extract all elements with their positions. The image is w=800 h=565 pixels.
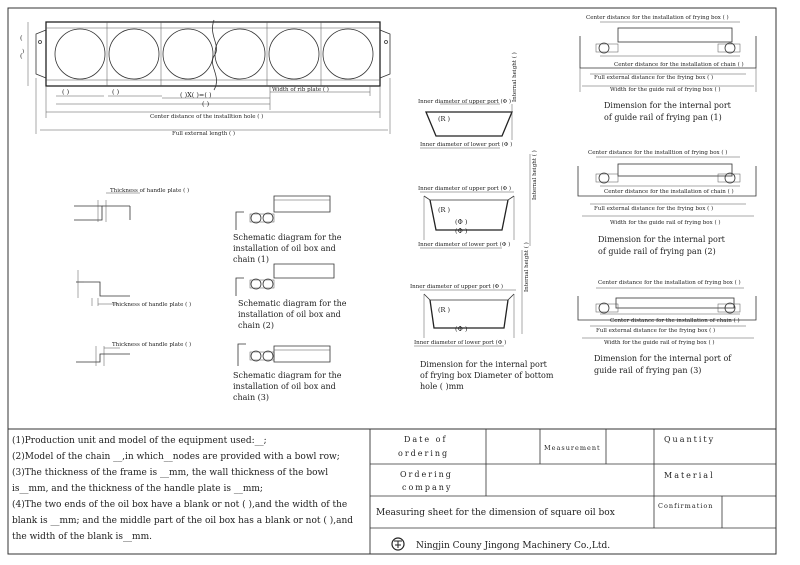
company-label-line-1: Ordering [400, 470, 453, 479]
dim-rib-width: Width of rib plate ( ) [272, 87, 329, 93]
rail3-caption-line-2: guide rail of frying pan (3) [594, 366, 702, 375]
frying-box-caption-line-3: hole ( )mm [420, 382, 464, 391]
schematic-2 [236, 264, 347, 330]
height-1: Internal height ( ) [512, 52, 518, 102]
svg-text:(: ( [20, 34, 23, 42]
guide-rail-1 [580, 14, 756, 122]
radius-3: (R ) [438, 306, 451, 314]
dim-center-hole: Center distance of the installtion hole ( ) [150, 114, 264, 120]
frying-box-profile-2 [418, 150, 538, 248]
svg-text:(: ( [20, 52, 23, 60]
handle-plate-label-2: Thickness of handle plate ( ) [112, 302, 192, 308]
phi-2: (Φ ) [455, 218, 468, 226]
rail2-center-chain: Center distance for the installation of chain ( ) [604, 189, 734, 195]
dim-small: ( ) [202, 100, 210, 108]
oil-box-top-drawing [20, 20, 390, 137]
note-line-2: (2)Model of the chain __,in which__nodes are provided with a bowl row; [12, 452, 340, 462]
guide-rail-2 [578, 149, 756, 256]
rail2-caption-line-2: of guide rail of frying pan (2) [598, 247, 716, 256]
company-logo-icon [392, 538, 404, 550]
rail3-center-chain: Center distance for the installation of chain ( ) [610, 318, 740, 324]
phi-2b: (Φ ) [455, 227, 468, 235]
lower-port-1: Inner diameter of lower port (Φ ) [420, 142, 513, 148]
note-line-4: is__mm, and the thickness of the handle plate is __mm; [12, 484, 263, 494]
bowl [109, 29, 159, 79]
schematic-caption-1-line-2: installation of oil box and [233, 244, 336, 253]
note-line-5: (4)The two ends of the oil box have a blank or not ( ),and the width of the [12, 500, 348, 510]
upper-port-2: Inner diameter of upper port (Φ ) [418, 186, 512, 192]
schematic-caption-3-line-3: chain (3) [233, 393, 269, 402]
schematic-caption-2-line-3: chain (2) [238, 321, 274, 330]
schematic-caption-3-line-1: Schematic diagram for the [233, 371, 342, 380]
bowl [55, 29, 105, 79]
schematic-3 [233, 344, 342, 402]
rail1-caption-line-1: Dimension for the internal port [604, 101, 731, 110]
rail2-full-external: Full external distance for the frying box ( ) [594, 206, 714, 212]
schematic-1 [233, 196, 342, 264]
notes-block [12, 435, 353, 542]
handle-plate-label-1: Thickness of handle plate ( ) [110, 188, 190, 194]
manufacturer-name: Ningjin Couny Jingong Machinery Co.,Ltd. [416, 541, 611, 551]
bowl [215, 29, 265, 79]
height-3: Internal height ( ) [524, 242, 530, 292]
schematic-caption-1-line-3: chain (1) [233, 255, 269, 264]
sheet-title: Measuring sheet for the dimension of square oil box [376, 508, 615, 518]
radius-1: (R ) [438, 115, 451, 123]
schematic-caption-2-line-2: installation of oil box and [238, 310, 341, 319]
upper-port-1: Inner diameter of upper port (Φ ) [418, 99, 512, 105]
dim-left-paren: ( ) [62, 88, 70, 96]
title-block [370, 429, 776, 554]
handle-plate-3 [76, 341, 191, 366]
bowl [163, 29, 213, 79]
rail3-caption-line-1: Dimension for the internal port of [594, 354, 732, 363]
note-line-1: (1)Production unit and model of the equipment used:__; [12, 436, 267, 446]
schematic-caption-2-line-1: Schematic diagram for the [238, 299, 347, 308]
rail1-full-external: Full external distance for the frying box ( ) [594, 75, 714, 81]
note-line-7: the width of the blank is__mm. [12, 532, 152, 542]
svg-text:): ) [22, 49, 25, 55]
date-label-line-2: ordering [398, 449, 450, 458]
schematic-caption-1-line-1: Schematic diagram for the [233, 233, 342, 242]
lower-port-3: Inner diameter of lower port (Φ ) [414, 340, 507, 346]
handle-plate-2 [76, 270, 191, 308]
upper-port-3: Inner diameter of upper port (Φ ) [410, 284, 504, 290]
height-2: Internal height ( ) [532, 150, 538, 200]
rail2-caption-line-1: Dimension for the internal port [598, 235, 725, 244]
rail2-center-install: Center distance for the installtion of frying box ( ) [588, 150, 728, 156]
phi-3: (Φ ) [455, 325, 468, 333]
note-line-3: (3)The thickness of the frame is __mm, the wall thickness of the bowl [12, 468, 329, 478]
radius-2: (R ) [438, 206, 451, 214]
company-label-line-2: company [402, 483, 453, 492]
frying-box-caption-line-1: Dimension for the internal port [420, 360, 547, 369]
confirmation-label: Confirmation [658, 502, 714, 510]
frying-box-profile-1 [418, 52, 518, 148]
frying-box-profile-3 [410, 242, 530, 346]
bowl [269, 29, 319, 79]
handle-plate-1 [74, 187, 189, 222]
dim-pitch: ( ) [112, 88, 120, 96]
frying-box-caption-line-2: of frying box Diameter of bottom [420, 371, 554, 380]
rail2-width: Width for the guide rail of frying box ( ) [610, 220, 721, 226]
schematic-caption-3-line-2: installation of oil box and [233, 382, 336, 391]
lower-port-2: Inner diameter of lower port (Φ ) [418, 242, 511, 248]
rail3-full-external: Full external distance for the frying box ( ) [596, 328, 716, 334]
material-label: Material [664, 471, 715, 480]
bowl [323, 29, 373, 79]
rail1-width: Width for the guide rail of frying box ( ) [610, 87, 721, 93]
rail1-center-install: Center distance for the installation of frying box ( ) [586, 15, 729, 21]
handle-plate-label-3: Thickness of handle plate ( ) [112, 342, 192, 348]
dim-formula: ( )X( )=( ) [180, 91, 212, 99]
rail3-center-install: Center distance for the installation of frying box ( ) [598, 280, 741, 286]
measurement-label: Measurement [544, 444, 601, 452]
date-label-line-1: Date of [404, 435, 448, 444]
rail3-width: Width for the guide rail of frying box ( ) [604, 340, 715, 346]
rail1-center-chain: Center distance for the installation of chain ( ) [614, 62, 744, 68]
dim-full-length: Full external length ( ) [172, 131, 236, 137]
guide-rail-3 [578, 279, 756, 375]
rail1-caption-line-2: of guide rail of frying pan (1) [604, 113, 722, 122]
note-line-6: blank is __mm; and the middle part of the oil box has a blank or not ( ),and [12, 516, 354, 526]
quantity-label: Quantity [664, 435, 716, 444]
